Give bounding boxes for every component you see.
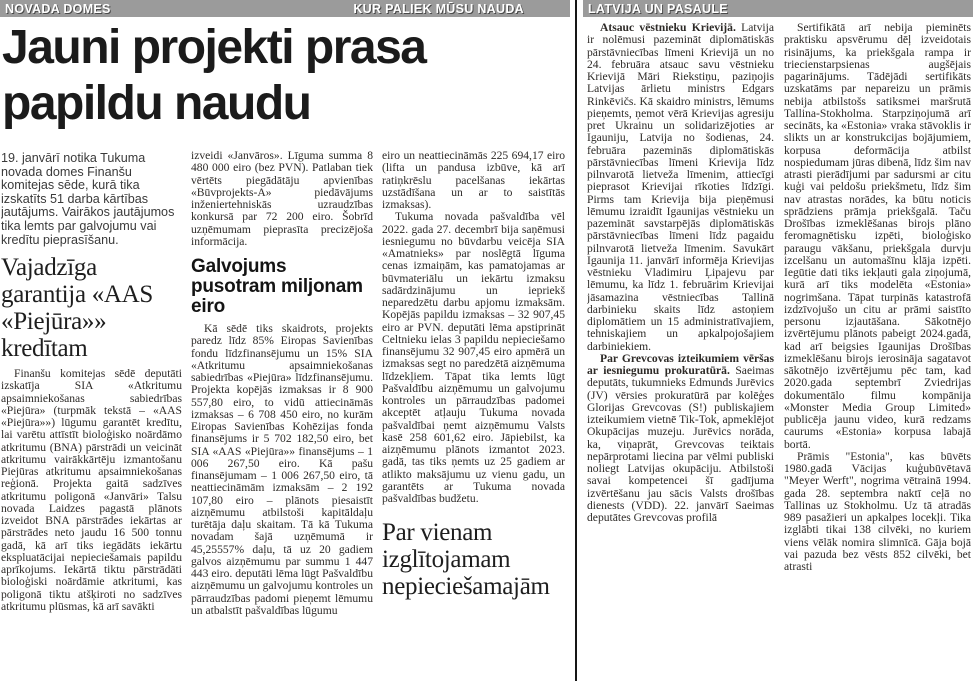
news-lead: Par Grevcovas izteikumiem vēršas ar iesniegumu prokuratūrā. xyxy=(587,351,774,377)
news-body: Latvija ir nolēmusi pazemināt diplomātiskās pārstāvniecības līmeni Krievijā un no 24. februāra atsauc savu vēstnieku Krievijā Māri Riekstiņu, paziņojis Latvijas ārlietu ministrs Edgars Rinkēvičs. Kā skaidro ministrs, lēmums pieņemts, ņemot vērā Krievijas agresiju pret Ukrainu un solidarizējoties ar Igauniju, Latvija no šodienas, 24. februāra pazeminās diplomātiskās pārstāvniecības līmeni Krievija līdz pilnvarotā lietveža līmenim, attiecīgi pieprasot Krievijai rīkoties līdzīgi. Pirms tam Krievija bija pieņēmusi lēmumu izraidīt Igaunijas vēstnieku un pazemināt savstarpējās diplomātiskās pārstāvniecības līmeni līdz pagaidu pilnvarotā lietveža līmenim. Savukārt Igaunija 11. janvārī informēja Krievijas vēstnieku Vladimiru Ļipajevu par lēmumu, ka līdz 1. februārim Krievijai jāsamazina vēstniecības Tallinā darbinieku skaits līdz astoņiem diplomātiem un 15 administratīvajiem, tehniskajiem un apkalpojošajiem darbiniekiem. xyxy=(587,22,774,353)
article-body-col2b xyxy=(191,323,373,617)
subhead-vajadziga-garantija: Vajadzīga garantija «AAS «Piejūra»» kredītam xyxy=(1,254,154,363)
paragraph: eiro un neattiecināmās 225 694,17 eiro (lifta un pandusa izbūve, kā arī ratiņkrēslu pacelšanas iekārtas uzstādīšana un ar to saistītās izmaksas). xyxy=(382,150,565,211)
news-body: Saeimas deputāts, tukumnieks Edmunds Jurēvics (JV) vērsies prokuratūrā par kolēģes Glorijas Grevcovas (S!) publiskajiem izteikumiem vietnē Tik-Tok, apmeklējot Okupācijas muzeju. Jurēvics norāda, ka, viņaprāt, Grevcovas teiktais nepārprotami liecina par vēlmi publiski noliegt Latvijas okupāciju. Atbilstoši savai kompetencei šī gadījuma izvērtēšanu jau sācis Valsts drošības dienests (VDD). 22. janvārī Saeimas deputātes Grevcovas profilā xyxy=(587,364,774,524)
section-bar-right xyxy=(583,0,973,17)
headline-line2: papildu naudu xyxy=(2,77,311,130)
section-label-novada-domes: NOVADA DOMES xyxy=(5,1,111,16)
right-news-columns xyxy=(587,22,971,681)
right-column-2 xyxy=(784,22,971,681)
main-headline xyxy=(2,20,570,132)
subhead-galvojums: Galvojums pusotram miljonam eiro xyxy=(191,256,363,317)
paragraph: izveidi «Janvāros». Līguma summa 8 480 000 eiro (bez PVN). Patlaban tiek vērtēts piegādātāju apvienības «Būvprojekts-A» piedāvājums inženiertehniskās uzraudzības konkursā par 72 200 eiro. Šobrīd uzņēmumam pieprasīta precizējoša informācija. xyxy=(191,150,373,248)
section-bar-left xyxy=(0,0,570,17)
news-brief-estonia xyxy=(784,22,971,573)
article-body-col1 xyxy=(1,368,182,613)
article-body-col3 xyxy=(382,150,565,505)
news-brief-atsauc-vestnieku xyxy=(587,22,774,524)
paragraph xyxy=(587,353,774,525)
paragraph: Kā sēdē tiks skaidrots, projekts paredz līdz 85% Eiropas Savienības fondu līdzfinansējumu un 15% SIA «Atkritumu apsaimniekošanas sabiedrības «Piejūra» līdzfinansējumu. Projekta kopējās izmaksas ir 8 900 557,80 eiro, to vidū attiecināmās izmaksas – 6 708 450 eiro, no kurām Eiropas Savienības Kohēzijas fonda finansējums ir 5 702 182,50 eiro, bet SIA «AAS «Piejūra»» finansējums – 1 006 267,50 eiro. Kā pašu finansējumam – 1 006 267,50 eiro, tā neattiecināmām izmaksām – 2 192 107,80 eiro – plānots piesaistīt aizņēmumu atbilstoši kapitāldaļu turētāja daļu skaitam. Tā kā Tukuma novadam šajā uzņēmumā ir 45,25557% daļu, tā uz 20 gadiem galvos aizņēmumu par summu 1 447 443 eiro. deputāti lēma lūgt Pašvaldību aizņēmumu un galvojumu kontroles un pārraudzības padomi pieņemt lēmumu un atbalstīt pašvaldības lūgumu xyxy=(191,322,373,617)
paragraph: Prāmis "Estonia", kas būvēts 1980.gadā Vācijas kuģubūvētavā "Meyer Werft", nogrima vētrainā 1994. gada 28. septembra naktī ceļā no Tallinas uz Stokholmu. Uz tā atradās 989 pasažieri un apkalpes locekļi. Tika izglābti tikai 138 cilvēki, no kuriem viens vēlāk nomira slimnīcā. Gāja bojā vai pazuda bez vēsts 852 cilvēki, bet atrasti xyxy=(784,449,971,573)
paragraph: Tukuma novada pašvaldība vēl 2022. gada 27. decembrī bija saņēmusi iesniegumu no būvdarbu veicēja SIA «Amatnieks» par noslēgtā līguma cenas izmaiņām, kas pamatojamas ar būvmateriālu un iekārtu izmaksu sadārdzinājumu un iepriekš neparedzētu darbu apjomu izmaksām. Kopējās papildu izmaksas – 32 907,45 eiro ar PVN. deputāti lēma apstiprināt Celtnieku ielas 3 papildu nepieciešamo finansējumu 32 907,45 eiro apmērā un izmaksas segt no paredzētā aizņēmuma līdzekļiem. Tāpat tika lemts lūgt Pašvaldību aizņēmumu un galvojumu kontroles un pārraudzības padomei akceptēt atļauju Tukuma novada pašvaldībai ņemt aizņēmumu Valsts kasē 258 601,62 eiro. Jāpiebilst, ka aizņēmumu plānots izmantot 2023. gadā, tas tiks ņemts uz 25 gadiem ar atlikto maksājumu uz vienu gadu, un garantēts ar Tukuma novada pašvaldības budžetu. xyxy=(382,210,565,505)
paragraph: Finanšu komitejas sēdē deputāti izskatīja SIA «Atkritumu apsaimniekošanas sabiedrības «Piejūra» (turpmāk tekstā – «AAS «Piejūra»») lūgumu garantēt kredītu, lai varētu attīstīt bioloģisko noārdāmo atkritumu (BNA) pārstrādi un veicināt atkritumu vairākkārtēju izmantošanu Piejūras atkritumu apsaimniekošanas reģionā. Projekta gaitā sadzīves atkritumu poligonā «Janvāri» Talsu novada Laidzes pagastā plānots izveidot BNA pārstrādes iekārtas ar pārstrādes neto jaudu 16 500 tonnu gadā, kā arī tiks iegādāts iekārtu ekspluatācijai nepieciešamais papildu aprīkojums. Iekārtā tiktu pārstrādāti bioloģiski noārdāmie atkritumi, kas poligonā tiktu atšķiroti no sadzīves atkritumu plūsmas, kā arī savākti xyxy=(1,367,182,613)
paragraph xyxy=(587,22,774,353)
section-label-latvija-un-pasaule: LATVIJA UN PASAULE xyxy=(588,1,728,16)
headline-line1: Jauni projekti prasa xyxy=(2,21,426,74)
left-column-3 xyxy=(382,150,565,681)
subhead-par-vienam-izglitojamam: Par vienam izglītojamam nepieciešamajām xyxy=(382,519,550,601)
left-article-columns xyxy=(1,150,569,681)
news-lead: Atsauc vēstnieku Krievijā. xyxy=(600,22,742,34)
section-divider-rule xyxy=(575,0,577,681)
left-column-1 xyxy=(1,150,182,681)
section-label-kur-paliek-musu-nauda: KUR PALIEK MŪSU NAUDA xyxy=(353,1,524,16)
right-column-1 xyxy=(587,22,774,681)
article-intro: 19. janvārī notika Tukuma novada domes Finanšu komitejas sēde, kurā tika izskatīts 51 darba kārtības jautājums. Vairākos jautājumos tika lemts par galvojumu vai kredītu pieprasīšanu. xyxy=(1,151,175,247)
left-column-2 xyxy=(191,150,373,681)
paragraph: Sertifikātā arī nebija pieminēts praktisku apsvērumu dēļ izveidotais risinājums, ka priekšgala rampa ir triecienstarpsienas augšējais pagarinājums. Tādējādi sertifikāts uzskatāms par nepareizu un prāmis nebija atbilstošs satiksmei maršrutā Tallina-Stokholma. Starpziņojumā arī secināts, ka «Estonia» vraka stāvoklis ir slikts un ar konstrukcijas bojājumiem, korpusa deformācija atbilst nospiedumam jūras dibenā, līdz šim nav atrasti pierādījumi par sadursmi ar citu kuģi vai peldošu priekšmetu, līdz šim nav atrastas norādes, ka būtu noticis sprādziens prāmja priekšgalā. Taču Drošības izmeklēšanas birojs plāno feromagnētisku izpēti, bioloģisko paraugu vākšanu, priekšgala durvju izcelšanu un automašīnu klāja izpēti. Iegūtie dati tiks iekļauti gala ziņojumā, kurā arī tiks modelēta «Estonia» nogrimšana. Tāpat turpinās katastrofā izdzīvojušo un citu ar prāmi saistīto personu izjautāšana. Sākotnējo izvērtējumu plānots pabeigt 2024.gadā, kad arī beigsies Igaunijas Drošības izmeklēšanu birojs ierosināja sagatavot sākotnējo izvērtējumu pēc tam, kad 2020.gada septembrī Zviedrijas dokumentālo filmu kompānija «Monster Media Group Limited» publicēja jaunu video, kurā redzams caurums «Estonia» korpusa labajā bortā. xyxy=(784,22,971,451)
article-body-col2a xyxy=(191,150,373,248)
